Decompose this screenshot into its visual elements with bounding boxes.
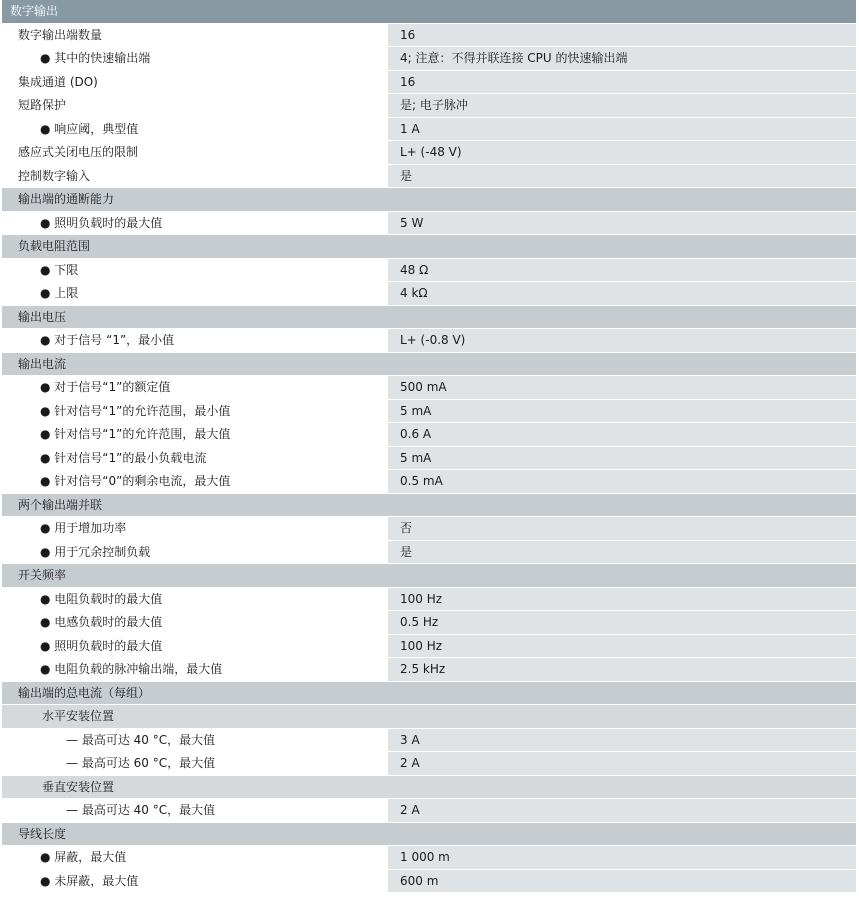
- spec-row: [2, 212, 856, 236]
- spec-value: 1 A: [388, 118, 856, 141]
- spec-label: ● 电阻负载的脉冲输出端，最大值: [2, 658, 388, 681]
- spec-label: — 最高可达 40 °C，最大值: [2, 729, 388, 752]
- spec-row: [2, 259, 856, 283]
- spec-value: 600 m: [388, 870, 856, 893]
- spec-table: [2, 0, 856, 893]
- spec-value: 2 A: [388, 752, 856, 775]
- spec-label: ● 对于信号 “1”，最小值: [2, 329, 388, 352]
- spec-label: ● 下限: [2, 259, 388, 282]
- spec-label: ● 响应阈，典型值: [2, 118, 388, 141]
- spec-label: ● 针对信号“1”的允许范围，最小值: [2, 400, 388, 423]
- subgroup-header: [2, 705, 856, 729]
- spec-value: 500 mA: [388, 376, 856, 399]
- subgroup-header-label: 垂直安装位置: [42, 779, 115, 794]
- spec-label: ● 屏蔽，最大值: [2, 846, 388, 869]
- spec-value: 5 mA: [388, 400, 856, 423]
- spec-value: 48 Ω: [388, 259, 856, 282]
- spec-label: ● 针对信号“0”的剩余电流，最大值: [2, 470, 388, 493]
- spec-label: ● 照明负载时的最大值: [2, 212, 388, 235]
- spec-value: 16: [388, 24, 856, 47]
- spec-value: L+ (-0.8 V): [388, 329, 856, 352]
- spec-value: 是; 电子脉冲: [388, 94, 856, 117]
- spec-label: ● 照明负载时的最大值: [2, 635, 388, 658]
- spec-label: ● 电阻负载时的最大值: [2, 588, 388, 611]
- spec-row: [2, 752, 856, 776]
- group-header-label: 开关频率: [18, 568, 67, 582]
- spec-row: [2, 71, 856, 95]
- spec-value: 4; 注意：不得并联连接 CPU 的快速输出端: [388, 47, 856, 70]
- spec-row: [2, 846, 856, 870]
- group-header: [2, 235, 856, 259]
- table-title-text: 数字输出: [10, 4, 59, 18]
- spec-value: 5 W: [388, 212, 856, 235]
- spec-label: — 最高可达 40 °C，最大值: [2, 799, 388, 822]
- spec-row: [2, 658, 856, 682]
- spec-value: 是: [388, 541, 856, 564]
- spec-row: [2, 799, 856, 823]
- spec-row: [2, 400, 856, 424]
- spec-label: ● 电感负载时的最大值: [2, 611, 388, 634]
- spec-row: [2, 329, 856, 353]
- spec-row: [2, 118, 856, 142]
- group-header-label: 输出端的通断能力: [18, 192, 115, 206]
- spec-row: [2, 870, 856, 894]
- group-header-label: 两个输出端并联: [18, 497, 103, 512]
- spec-row: [2, 376, 856, 400]
- spec-value: 4 kΩ: [388, 282, 856, 305]
- spec-row: [2, 541, 856, 565]
- spec-label: 控制数字输入: [2, 165, 388, 188]
- spec-label: 数字输出端数量: [2, 24, 388, 47]
- spec-row: [2, 282, 856, 306]
- spec-row: [2, 24, 856, 48]
- group-header: [2, 823, 856, 847]
- spec-label: ● 未屏蔽，最大值: [2, 870, 388, 893]
- spec-row: [2, 165, 856, 189]
- spec-value: 0.5 mA: [388, 470, 856, 493]
- spec-row: [2, 470, 856, 494]
- group-header: [2, 682, 856, 706]
- spec-label: ● 其中的快速输出端: [2, 47, 388, 70]
- spec-value: 0.5 Hz: [388, 611, 856, 634]
- table-title: [2, 0, 856, 24]
- spec-label: 集成通道 (DO): [2, 71, 388, 94]
- spec-value: 2 A: [388, 799, 856, 822]
- spec-label: ● 对于信号“1”的额定值: [2, 376, 388, 399]
- group-header-label: 输出端的总电流（每组）: [18, 685, 151, 700]
- spec-value: 3 A: [388, 729, 856, 752]
- group-header: [2, 353, 856, 377]
- spec-value: L+ (-48 V): [388, 141, 856, 164]
- spec-label: ● 针对信号“1”的最小负载电流: [2, 447, 388, 470]
- spec-label: ● 用于冗余控制负载: [2, 541, 388, 564]
- table-body: [2, 24, 856, 894]
- spec-value: 16: [388, 71, 856, 94]
- spec-value: 否: [388, 517, 856, 540]
- spec-row: [2, 729, 856, 753]
- spec-row: [2, 611, 856, 635]
- spec-row: [2, 94, 856, 118]
- spec-row: [2, 47, 856, 71]
- subgroup-header-label: 水平安装位置: [42, 709, 115, 723]
- spec-row: [2, 447, 856, 471]
- group-header: [2, 564, 856, 588]
- spec-row: [2, 141, 856, 165]
- group-header-label: 输出电流: [18, 356, 67, 371]
- group-header: [2, 306, 856, 330]
- spec-label: ● 针对信号“1”的允许范围，最大值: [2, 423, 388, 446]
- spec-label: 短路保护: [2, 94, 388, 117]
- spec-label: — 最高可达 60 °C，最大值: [2, 752, 388, 775]
- spec-value: 100 Hz: [388, 635, 856, 658]
- spec-label: ● 用于增加功率: [2, 517, 388, 540]
- group-header-label: 输出电压: [18, 309, 67, 324]
- group-header-label: 导线长度: [18, 826, 67, 841]
- group-header: [2, 188, 856, 212]
- spec-value: 是: [388, 165, 856, 188]
- spec-row: [2, 588, 856, 612]
- group-header: [2, 494, 856, 518]
- spec-value: 0.6 A: [388, 423, 856, 446]
- group-header-label: 负载电阻范围: [18, 239, 91, 253]
- spec-label: ● 上限: [2, 282, 388, 305]
- spec-value: 100 Hz: [388, 588, 856, 611]
- spec-row: [2, 517, 856, 541]
- spec-row: [2, 423, 856, 447]
- spec-value: 1 000 m: [388, 846, 856, 869]
- spec-row: [2, 635, 856, 659]
- spec-label: 感应式关闭电压的限制: [2, 141, 388, 164]
- spec-value: 5 mA: [388, 447, 856, 470]
- spec-value: 2.5 kHz: [388, 658, 856, 681]
- subgroup-header: [2, 776, 856, 800]
